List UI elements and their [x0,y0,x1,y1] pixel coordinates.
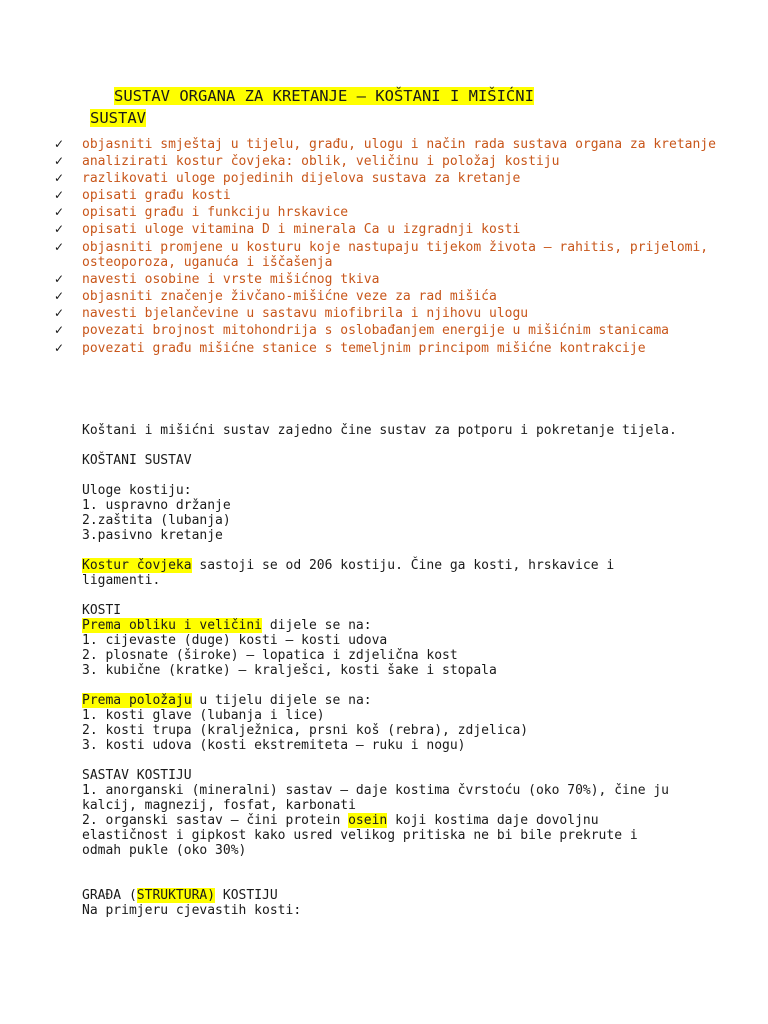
kostur-highlight: Kostur čovjeka [82,558,192,573]
oblik-item: 3. kubične (kratke) – kralješci, kosti šake i stopala [82,663,497,678]
objective-item: ✓ navesti osobine i vrste mišićnog tkiva [54,272,380,288]
objectives-list [52,137,742,358]
sastav-heading: SASTAV KOSTIJU [82,768,192,783]
uloge-heading: Uloge kostiju: [82,483,192,498]
check-icon: ✓ [54,171,65,186]
sastav-line: kalcij, magnezij, fosfat, karbonati [82,798,356,813]
kostur-line-2: ligamenti. [82,573,161,588]
struktura-highlight: STRUKTURA) [136,888,216,903]
grada-line: Na primjeru cjevastih kosti: [82,903,302,918]
check-icon: ✓ [54,289,65,304]
check-icon: ✓ [54,222,65,237]
sastav-line: 2. organski sastav – čini protein osein koji kostima daje dovoljnu [82,813,599,828]
objective-item: ✓ opisati građu i funkciju hrskavice [54,205,349,221]
check-icon: ✓ [54,154,65,169]
check-icon: ✓ [54,272,65,287]
oblik-line: Prema obliku i veličini dijele se na: [82,618,372,633]
check-icon: ✓ [54,323,65,338]
uloge-item: 3.pasivno kretanje [82,528,223,543]
objective-item: ✓ razlikovati uloge pojedinih dijelova sustava za kretanje [54,171,521,187]
objective-item: ✓ objasniti značenje živčano-mišićne veze za rad mišića [54,289,497,305]
objective-item: ✓ povezati građu mišićne stanice s temeljnim principom mišićne kontrakcije [54,340,646,356]
polozaj-item: 2. kosti trupa (kralježnica, prsni koš (rebra), zdjelica) [82,723,529,738]
grada-heading: GRAĐA (STRUKTURA) KOSTIJU [82,888,278,903]
check-icon: ✓ [54,340,65,355]
check-icon: ✓ [54,239,65,254]
sastav-line: 1. anorganski (mineralni) sastav – daje kostima čvrstoću (oko 70%), čine ju [82,783,669,798]
objective-item: ✓ opisati uloge vitamina D i minerala Ca u izgradnji kosti [54,222,521,238]
objective-item: ✓ povezati brojnost mitohondrija s oslobađanjem energije u mišićnim stanicama [54,323,669,339]
polozaj-item: 3. kosti udova (kosti ekstremiteta – ruku i nogu) [82,738,466,753]
sastav-line: odmah pukle (oko 30%) [82,843,247,858]
objective-item: ✓ objasniti promjene u kosturu koje nastupaju tijekom života – rahitis, prijelomi, osteoporoza, uganuća i iščašenja [54,239,709,271]
oblik-item: 2. plosnate (široke) – lopatica i zdjelična kost [82,648,458,663]
polozaj-line: Prema položaju u tijelu dijele se na: [82,693,372,708]
polozaj-highlight: Prema položaju [82,693,192,708]
document-title [90,85,650,129]
title-line-2: SUSTAV [90,109,146,127]
kosti-heading: KOSTI [82,603,122,618]
osein-highlight: osein [348,813,388,828]
document-body [82,423,732,918]
sastav-line: elastičnost i gipkost kako usred velikog pritiska ne bi bile prekrute i [82,828,638,843]
objective-item: ✓ analizirati kostur čovjeka: oblik, veličinu i položaj kostiju [54,154,560,170]
objective-item: ✓ opisati građu kosti [54,188,231,204]
title-line-1: SUSTAV ORGANA ZA KRETANJE – KOŠTANI I MIŠIĆNI [114,87,534,105]
check-icon: ✓ [54,137,65,151]
polozaj-item: 1. kosti glave (lubanja i lice) [82,708,325,723]
check-icon: ✓ [54,306,65,321]
uloge-item: 1. uspravno držanje [82,498,231,513]
section-heading-kostani: KOŠTANI SUSTAV [82,453,192,468]
objective-item: ✓ objasniti smještaj u tijelu, građu, ulogu i način rada sustava organa za kretanje [54,137,716,152]
intro-paragraph: Koštani i mišićni sustav zajedno čine sustav za potporu i pokretanje tijela. [82,423,677,438]
check-icon: ✓ [54,205,65,220]
check-icon: ✓ [54,188,65,203]
objective-item: ✓ navesti bjelančevine u sastavu miofibrila i njihovu ulogu [54,306,529,322]
oblik-highlight: Prema obliku i veličini [82,618,263,633]
kostur-line-1: Kostur čovjeka sastoji se od 206 kostiju. Čine ga kosti, hrskavice i [82,558,615,573]
oblik-item: 1. cijevaste (duge) kosti – kosti udova [82,633,388,648]
uloge-item: 2.zaštita (lubanja) [82,513,231,528]
